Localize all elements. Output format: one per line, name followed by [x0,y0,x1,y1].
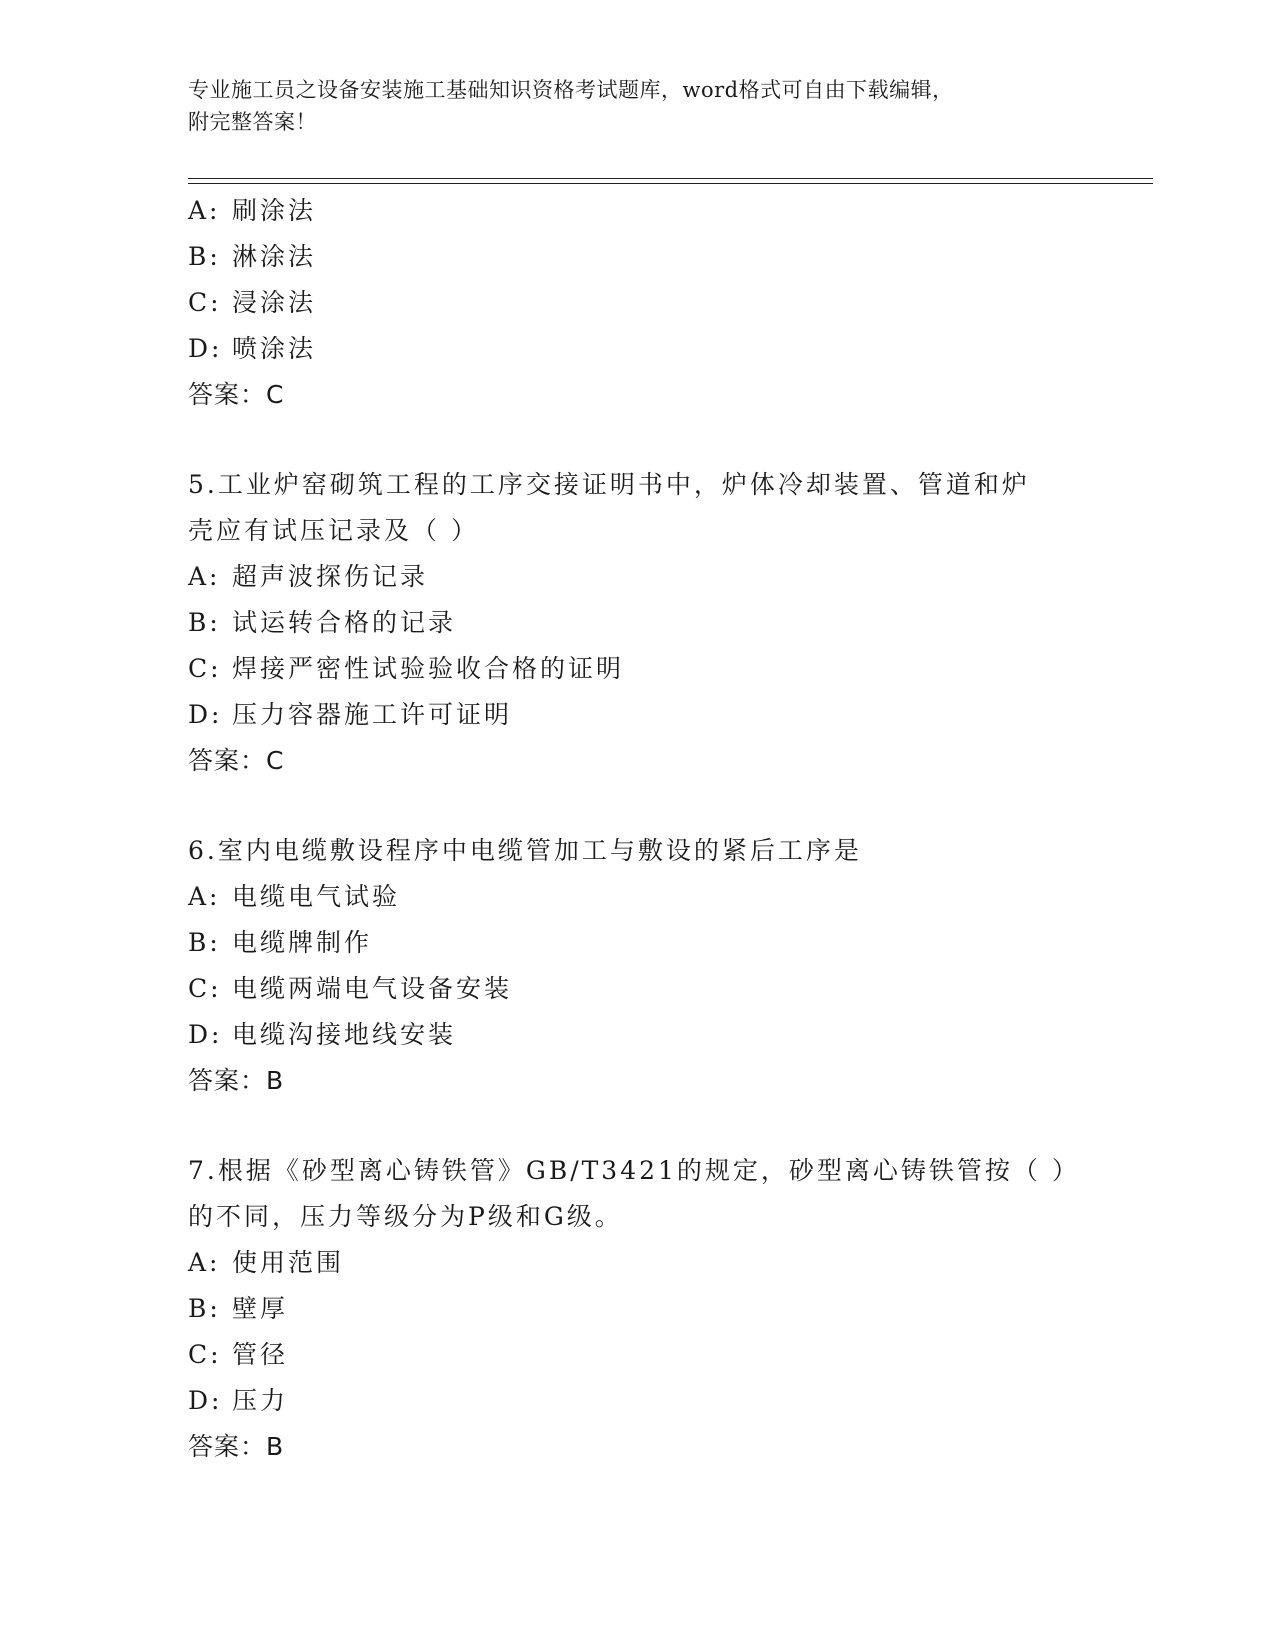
header-divider-top [188,178,1153,179]
question-stem-line1: 5.工业炉窑砌筑工程的工序交接证明书中，炉体冷却装置、管道和炉 [188,470,1030,499]
answer: 答案：C [188,380,285,409]
option-text: 使用范围 [232,1248,345,1277]
option-text: 电缆电气试验 [232,882,401,911]
option-letter: D: [188,700,223,729]
option-letter: D: [188,1020,223,1049]
option-letter: D: [188,1386,223,1415]
option-text: 刷涂法 [232,196,317,225]
option-d [188,326,1088,372]
question-4 [188,188,1088,418]
question-stem-line1: 6.室内电缆敷设程序中电缆管加工与敷设的紧后工序是 [188,836,862,865]
option-letter: B: [188,1294,221,1323]
document-header [188,74,1068,138]
option-a [188,188,1088,234]
answer: 答案：B [188,1066,285,1095]
option-letter: C: [188,654,222,683]
option-text: 电缆牌制作 [232,928,373,957]
option-c [188,646,1088,692]
header-divider-bottom [188,183,1153,184]
header-title-line2: 附完整答案！ [188,110,317,134]
option-letter: A: [188,1248,221,1277]
option-c [188,1332,1088,1378]
question-5 [188,462,1088,784]
option-b [188,920,1088,966]
option-letter: C: [188,288,222,317]
option-letter: B: [188,242,221,271]
option-c [188,280,1088,326]
option-text: 电缆沟接地线安装 [232,1020,457,1049]
option-b [188,234,1088,280]
question-list [188,188,1088,1470]
option-a [188,554,1088,600]
option-a [188,874,1088,920]
option-d [188,1378,1088,1424]
header-title-line1: 专业施工员之设备安装施工基础知识资格考试题库，word格式可自由下载编辑， [188,78,954,102]
option-text: 超声波探伤记录 [232,562,429,591]
option-letter: D: [188,334,223,363]
option-letter: A: [188,196,221,225]
answer: 答案：C [188,746,285,775]
answer: 答案：B [188,1432,285,1461]
option-b [188,1286,1088,1332]
option-letter: B: [188,928,221,957]
option-text: 焊接严密性试验验收合格的证明 [232,654,625,683]
option-letter: C: [188,974,222,1003]
question-stem-line2: 的不同，压力等级分为P级和G级。 [188,1202,623,1231]
option-a [188,1240,1088,1286]
question-stem-line1: 7.根据《砂型离心铸铁管》GB/T3421的规定，砂型离心铸铁管按（ ） [188,1156,1080,1185]
option-text: 电缆两端电气设备安装 [232,974,513,1003]
option-letter: B: [188,608,221,637]
option-letter: A: [188,882,221,911]
option-text: 压力 [232,1386,289,1415]
option-letter: C: [188,1340,222,1369]
option-letter: A: [188,562,221,591]
option-text: 淋涂法 [232,242,317,271]
option-b [188,600,1088,646]
option-text: 压力容器施工许可证明 [232,700,513,729]
option-text: 壁厚 [232,1294,289,1323]
option-text: 浸涂法 [232,288,317,317]
option-d [188,1012,1088,1058]
question-7 [188,1148,1088,1470]
question-stem-line2: 壳应有试压记录及（ ） [188,516,479,545]
question-6 [188,828,1088,1104]
option-c [188,966,1088,1012]
option-d [188,692,1088,738]
option-text: 管径 [232,1340,289,1369]
option-text: 喷涂法 [232,334,317,363]
option-text: 试运转合格的记录 [232,608,457,637]
